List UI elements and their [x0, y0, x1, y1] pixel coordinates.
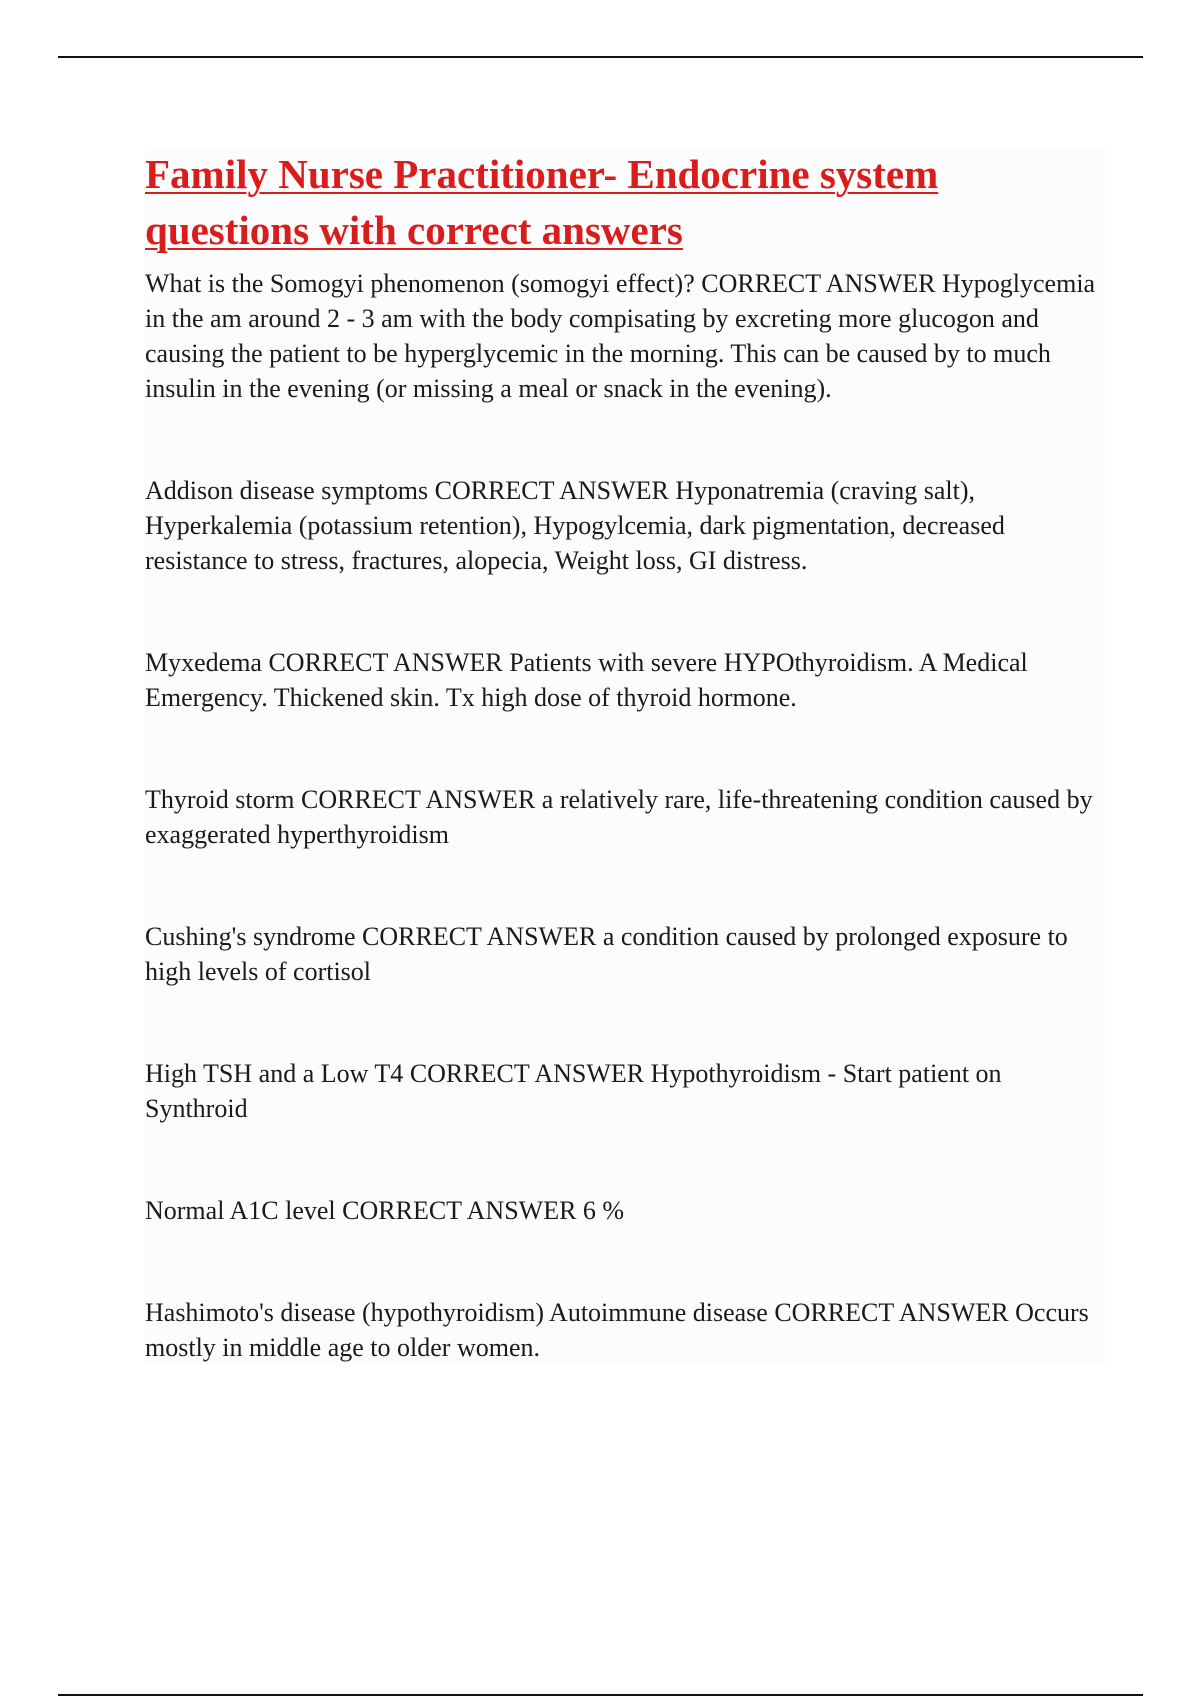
answer-marker: CORRECT ANSWER: [434, 476, 669, 505]
qa-item: [145, 1056, 1105, 1126]
answer-text: 6 %: [582, 1196, 625, 1225]
qa-list: [145, 266, 1105, 1365]
answer-text: a relatively rare, life-threatening condition caused by exaggerated hyperthyroidism: [145, 785, 1093, 849]
question-text: Addison disease symptoms: [145, 476, 429, 505]
question-text: Normal A1C level: [145, 1196, 336, 1225]
footer-rule: [58, 1694, 1143, 1696]
qa-item: [145, 1193, 1105, 1228]
answer-marker: CORRECT ANSWER: [774, 1298, 1009, 1327]
answer-marker: CORRECT ANSWER: [701, 269, 936, 298]
answer-text: Occurs mostly in middle age to older women.: [145, 1298, 1089, 1362]
answer-marker: CORRECT ANSWER: [301, 785, 536, 814]
answer-text: Patients with severe HYPOthyroidism. A Medical Emergency. Thickened skin. Tx high dose of thyroid hormone.: [145, 648, 1028, 712]
answer-text: a condition caused by prolonged exposure to high levels of cortisol: [145, 922, 1068, 986]
answer-marker: CORRECT ANSWER: [362, 922, 597, 951]
qa-item: [145, 645, 1105, 715]
qa-item: [145, 782, 1105, 852]
qa-item: [145, 473, 1105, 578]
answer-text: Hypoglycemia in the am around 2 - 3 am with the body compisating by excreting more glucogon and causing the patient to be hyperglycemic in the morning. This can be caused by to much insulin in the evening (or missing a meal or snack in the evening).: [145, 269, 1096, 403]
answer-marker: CORRECT ANSWER: [268, 648, 503, 677]
answer-text: Hyponatremia (craving salt), Hyperkalemia (potassium retention), Hypogylcemia, dark pigmentation, decreased resistance to stress, fractures, alopecia, Weight loss, GI distress.: [145, 476, 1005, 575]
answer-text: Hypothyroidism - Start patient on Synthroid: [145, 1059, 1002, 1123]
question-text: High TSH and a Low T4: [145, 1059, 404, 1088]
document-page: [145, 146, 1105, 1365]
question-text: Hashimoto's disease (hypothyroidism) Autoimmune disease: [145, 1298, 768, 1327]
qa-item: [145, 919, 1105, 989]
answer-marker: CORRECT ANSWER: [409, 1059, 645, 1088]
answer-marker: CORRECT ANSWER: [342, 1196, 577, 1225]
question-text: Myxedema: [145, 648, 262, 677]
question-text: Thyroid storm: [145, 785, 295, 814]
qa-item: [145, 266, 1105, 406]
question-text: What is the Somogyi phenomenon (somogyi effect)?: [145, 269, 695, 298]
document-title: Family Nurse Practitioner- Endocrine system questions with correct answers: [145, 151, 939, 253]
header-rule: [58, 56, 1143, 58]
qa-item: [145, 1295, 1105, 1365]
question-text: Cushing's syndrome: [145, 922, 356, 951]
